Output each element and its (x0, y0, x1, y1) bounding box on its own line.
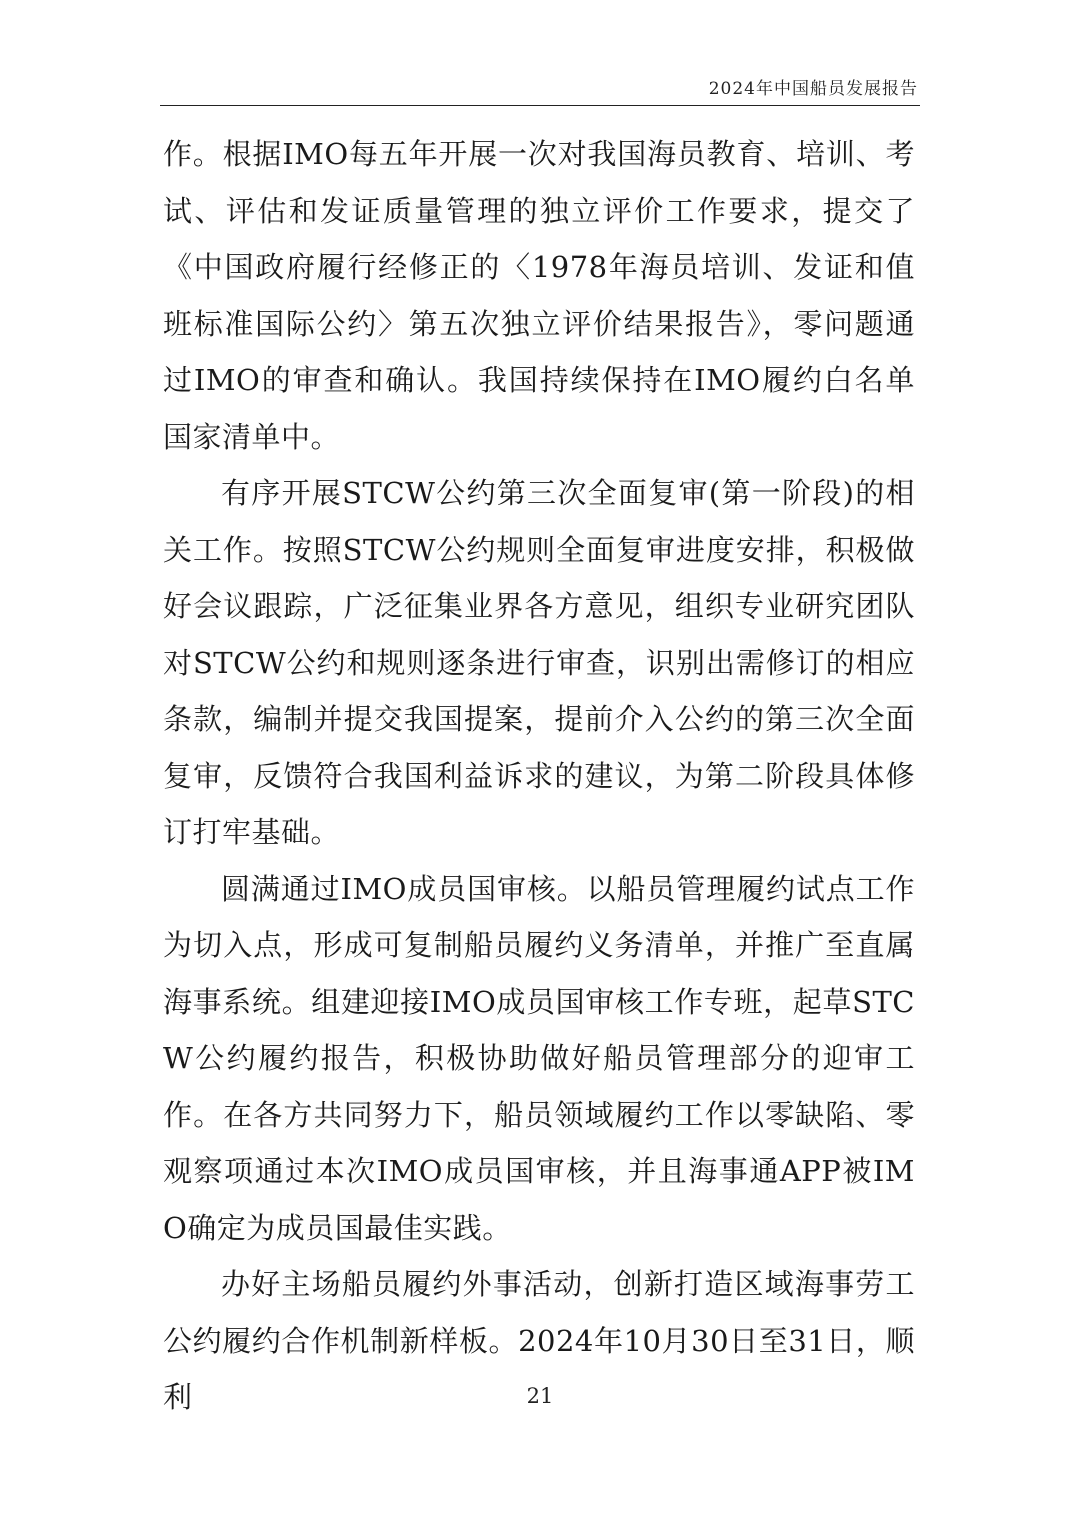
paragraph-4: 办好主场船员履约外事活动，创新打造区域海事劳工公约履约合作机制新样板。2024年10月30日至31日，顺利 (163, 1267, 915, 1414)
paragraph-1: 作。根据IMO每五年开展一次对我国海员教育、培训、考试、评估和发证质量管理的独立评价工作要求，提交了《中国政府履行经修正的〈1978年海员培训、发证和值班标准国际公约〉第五次独立评价结果报告》，零问题通过IMO的审查和确认。我国持续保持在IMO履约白名单国家清单中。 (163, 137, 915, 454)
paragraph-3: 圆满通过IMO成员国审核。以船员管理履约试点工作为切入点，形成可复制船员履约义务清单，并推广至直属海事系统。组建迎接IMO成员国审核工作专班，起草STCW公约履约报告，积极协助做好船员管理部分的迎审工作。在各方共同努力下，船员领域履约工作以零缺陷、零观察项通过本次IMO成员国审核，并且海事通APP被IMO确定为成员国最佳实践。 (163, 871, 915, 1245)
body-text (163, 126, 915, 1426)
paragraph-2: 有序开展STCW公约第三次全面复审(第一阶段)的相关工作。按照STCW公约规则全面复审进度安排，积极做好会议跟踪，广泛征集业界各方意见，组织专业研究团队对STCW公约和规则逐条进行审查，识别出需修订的相应条款，编制并提交我国提案，提前介入公约的第三次全面复审，反馈符合我国利益诉求的建议，为第二阶段具体修订打牢基础。 (163, 476, 915, 849)
page-number: 21 (526, 1384, 554, 1408)
header-divider (160, 105, 920, 106)
running-header-title: 2024年中国船员发展报告 (708, 79, 918, 99)
